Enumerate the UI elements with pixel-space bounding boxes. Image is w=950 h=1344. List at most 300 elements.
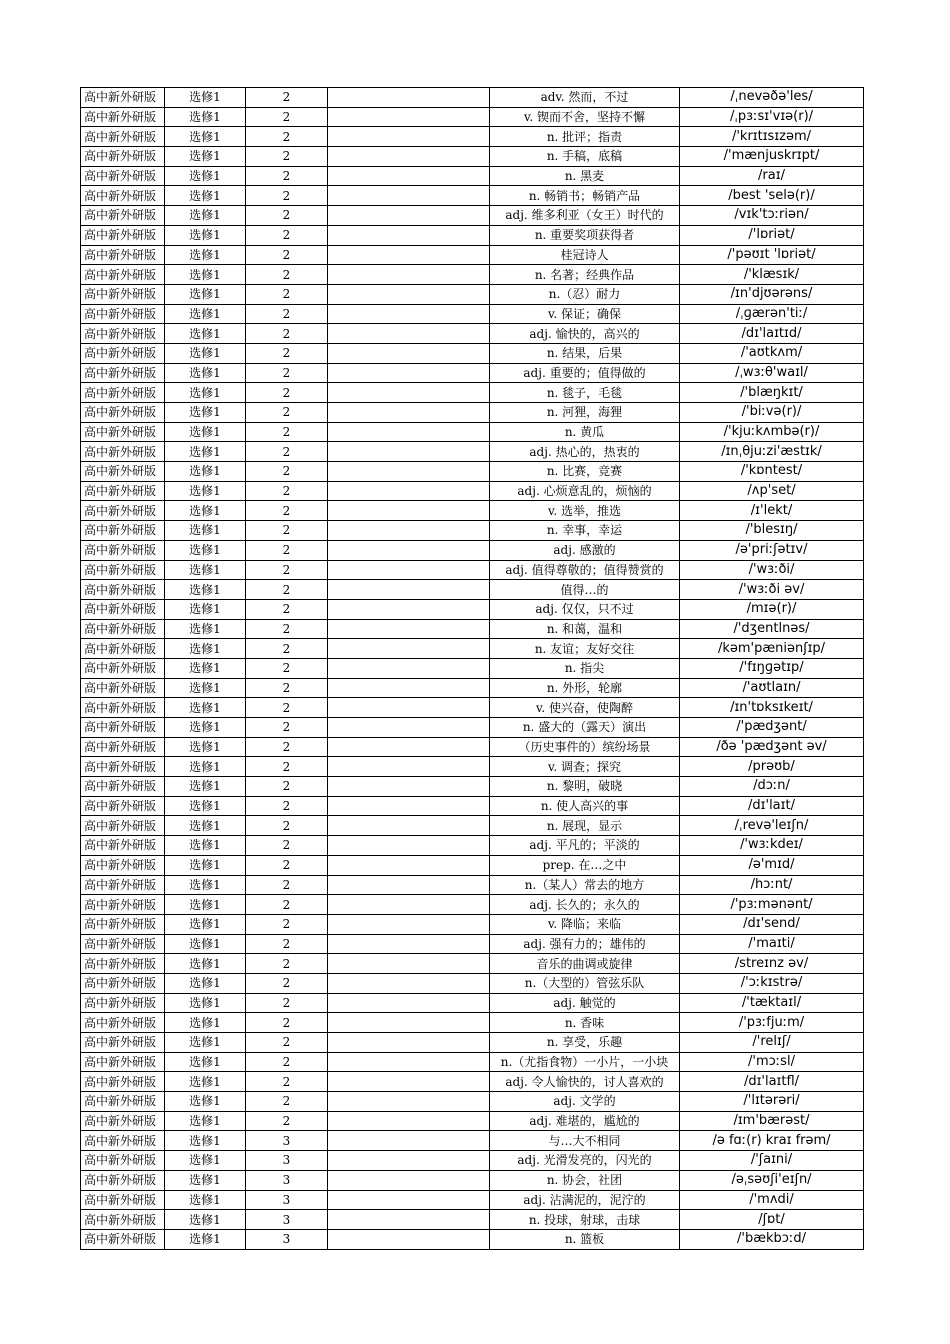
unit-cell[interactable]: 2 (246, 836, 328, 856)
phonetic-cell[interactable]: /ə fɑː(r) kraɪ frəm/ (680, 1131, 864, 1151)
phonetic-cell[interactable]: /vɪk'tɔːriən/ (680, 206, 864, 226)
word-cell[interactable] (328, 147, 490, 167)
unit-cell[interactable]: 2 (246, 619, 328, 639)
volume-cell[interactable]: 选修1 (165, 462, 246, 482)
word-cell[interactable] (328, 580, 490, 600)
word-cell[interactable] (328, 658, 490, 678)
unit-cell[interactable]: 2 (246, 403, 328, 423)
volume-cell[interactable]: 选修1 (165, 206, 246, 226)
phonetic-cell[interactable]: /'relɪʃ/ (680, 1033, 864, 1053)
word-cell[interactable] (328, 560, 490, 580)
textbook-cell[interactable]: 高中新外研版 (81, 1190, 165, 1210)
volume-cell[interactable]: 选修1 (165, 1151, 246, 1171)
phonetic-cell[interactable]: /hɔːnt/ (680, 875, 864, 895)
word-cell[interactable] (328, 619, 490, 639)
textbook-cell[interactable]: 高中新外研版 (81, 639, 165, 659)
meaning-cell[interactable]: adj. 难堪的，尴尬的 (490, 1111, 680, 1131)
word-cell[interactable] (328, 422, 490, 442)
phonetic-cell[interactable]: /'tæktaɪl/ (680, 993, 864, 1013)
meaning-cell[interactable]: n.（大型的）管弦乐队 (490, 973, 680, 993)
volume-cell[interactable]: 选修1 (165, 816, 246, 836)
textbook-cell[interactable]: 高中新外研版 (81, 658, 165, 678)
textbook-cell[interactable]: 高中新外研版 (81, 1229, 165, 1249)
meaning-cell[interactable]: n. 黑麦 (490, 166, 680, 186)
unit-cell[interactable]: 2 (246, 599, 328, 619)
volume-cell[interactable]: 选修1 (165, 757, 246, 777)
word-cell[interactable] (328, 166, 490, 186)
meaning-cell[interactable]: adj. 长久的；永久的 (490, 895, 680, 915)
volume-cell[interactable]: 选修1 (165, 678, 246, 698)
meaning-cell[interactable]: v. 使兴奋，使陶醉 (490, 698, 680, 718)
unit-cell[interactable]: 2 (246, 265, 328, 285)
volume-cell[interactable]: 选修1 (165, 1072, 246, 1092)
phonetic-cell[interactable]: /'ɔːkɪstrə/ (680, 973, 864, 993)
volume-cell[interactable]: 选修1 (165, 383, 246, 403)
volume-cell[interactable]: 选修1 (165, 1052, 246, 1072)
unit-cell[interactable]: 2 (246, 481, 328, 501)
word-cell[interactable] (328, 973, 490, 993)
phonetic-cell[interactable]: /'mænjuskrɪpt/ (680, 147, 864, 167)
textbook-cell[interactable]: 高中新外研版 (81, 737, 165, 757)
textbook-cell[interactable]: 高中新外研版 (81, 914, 165, 934)
phonetic-cell[interactable]: /ˌɡærən'tiː/ (680, 304, 864, 324)
unit-cell[interactable]: 2 (246, 934, 328, 954)
word-cell[interactable] (328, 284, 490, 304)
textbook-cell[interactable]: 高中新外研版 (81, 1072, 165, 1092)
phonetic-cell[interactable]: /'blæŋkɪt/ (680, 383, 864, 403)
meaning-cell[interactable]: 桂冠诗人 (490, 245, 680, 265)
word-cell[interactable] (328, 304, 490, 324)
word-cell[interactable] (328, 442, 490, 462)
textbook-cell[interactable]: 高中新外研版 (81, 954, 165, 974)
unit-cell[interactable]: 2 (246, 1072, 328, 1092)
volume-cell[interactable]: 选修1 (165, 501, 246, 521)
unit-cell[interactable]: 2 (246, 993, 328, 1013)
volume-cell[interactable]: 选修1 (165, 284, 246, 304)
textbook-cell[interactable]: 高中新外研版 (81, 777, 165, 797)
phonetic-cell[interactable]: /streɪnz əv/ (680, 954, 864, 974)
phonetic-cell[interactable]: /dɔːn/ (680, 777, 864, 797)
textbook-cell[interactable]: 高中新外研版 (81, 619, 165, 639)
volume-cell[interactable]: 选修1 (165, 619, 246, 639)
unit-cell[interactable]: 3 (246, 1229, 328, 1249)
meaning-cell[interactable]: n. 使人高兴的事 (490, 796, 680, 816)
unit-cell[interactable]: 3 (246, 1190, 328, 1210)
word-cell[interactable] (328, 993, 490, 1013)
word-cell[interactable] (328, 737, 490, 757)
word-cell[interactable] (328, 816, 490, 836)
volume-cell[interactable]: 选修1 (165, 796, 246, 816)
unit-cell[interactable]: 2 (246, 580, 328, 600)
phonetic-cell[interactable]: /kəm'pæniənʃɪp/ (680, 639, 864, 659)
volume-cell[interactable]: 选修1 (165, 481, 246, 501)
unit-cell[interactable]: 2 (246, 757, 328, 777)
meaning-cell[interactable]: adj. 令人愉快的，讨人喜欢的 (490, 1072, 680, 1092)
phonetic-cell[interactable]: /dɪ'laɪt/ (680, 796, 864, 816)
phonetic-cell[interactable]: /ˌnevəðə'les/ (680, 88, 864, 108)
volume-cell[interactable]: 选修1 (165, 186, 246, 206)
volume-cell[interactable]: 选修1 (165, 1170, 246, 1190)
textbook-cell[interactable]: 高中新外研版 (81, 1210, 165, 1230)
unit-cell[interactable]: 3 (246, 1151, 328, 1171)
unit-cell[interactable]: 2 (246, 343, 328, 363)
meaning-cell[interactable]: adj. 感激的 (490, 540, 680, 560)
volume-cell[interactable]: 选修1 (165, 540, 246, 560)
volume-cell[interactable]: 选修1 (165, 993, 246, 1013)
word-cell[interactable] (328, 855, 490, 875)
unit-cell[interactable]: 2 (246, 914, 328, 934)
textbook-cell[interactable]: 高中新外研版 (81, 1092, 165, 1112)
phonetic-cell[interactable]: /ʌp'set/ (680, 481, 864, 501)
textbook-cell[interactable]: 高中新外研版 (81, 560, 165, 580)
meaning-cell[interactable]: n. 结果，后果 (490, 343, 680, 363)
volume-cell[interactable]: 选修1 (165, 973, 246, 993)
textbook-cell[interactable]: 高中新外研版 (81, 245, 165, 265)
textbook-cell[interactable]: 高中新外研版 (81, 678, 165, 698)
word-cell[interactable] (328, 540, 490, 560)
unit-cell[interactable]: 2 (246, 107, 328, 127)
phonetic-cell[interactable]: /'lɪtərəri/ (680, 1092, 864, 1112)
word-cell[interactable] (328, 678, 490, 698)
textbook-cell[interactable]: 高中新外研版 (81, 1151, 165, 1171)
meaning-cell[interactable]: adj. 仅仅，只不过 (490, 599, 680, 619)
meaning-cell[interactable]: 值得…的 (490, 580, 680, 600)
meaning-cell[interactable]: n. 重要奖项获得者 (490, 225, 680, 245)
textbook-cell[interactable]: 高中新外研版 (81, 442, 165, 462)
textbook-cell[interactable]: 高中新外研版 (81, 1052, 165, 1072)
unit-cell[interactable]: 2 (246, 796, 328, 816)
meaning-cell[interactable]: n.（某人）常去的地方 (490, 875, 680, 895)
volume-cell[interactable]: 选修1 (165, 954, 246, 974)
word-cell[interactable] (328, 895, 490, 915)
word-cell[interactable] (328, 1131, 490, 1151)
meaning-cell[interactable]: v. 选举，推选 (490, 501, 680, 521)
textbook-cell[interactable]: 高中新外研版 (81, 1131, 165, 1151)
word-cell[interactable] (328, 796, 490, 816)
phonetic-cell[interactable]: /ˌpɜːsɪ'vɪə(r)/ (680, 107, 864, 127)
volume-cell[interactable]: 选修1 (165, 245, 246, 265)
textbook-cell[interactable]: 高中新外研版 (81, 895, 165, 915)
phonetic-cell[interactable]: /prəʊb/ (680, 757, 864, 777)
textbook-cell[interactable]: 高中新外研版 (81, 718, 165, 738)
volume-cell[interactable]: 选修1 (165, 1033, 246, 1053)
unit-cell[interactable]: 2 (246, 875, 328, 895)
textbook-cell[interactable]: 高中新外研版 (81, 501, 165, 521)
textbook-cell[interactable]: 高中新外研版 (81, 265, 165, 285)
volume-cell[interactable]: 选修1 (165, 836, 246, 856)
meaning-cell[interactable]: n. 投球，射球，击球 (490, 1210, 680, 1230)
unit-cell[interactable]: 2 (246, 1033, 328, 1053)
volume-cell[interactable]: 选修1 (165, 127, 246, 147)
unit-cell[interactable]: 2 (246, 206, 328, 226)
word-cell[interactable] (328, 1052, 490, 1072)
word-cell[interactable] (328, 127, 490, 147)
meaning-cell[interactable]: n. 和蔼，温和 (490, 619, 680, 639)
textbook-cell[interactable]: 高中新外研版 (81, 88, 165, 108)
unit-cell[interactable]: 2 (246, 186, 328, 206)
word-cell[interactable] (328, 639, 490, 659)
phonetic-cell[interactable]: /ðə 'pædʒənt əv/ (680, 737, 864, 757)
word-cell[interactable] (328, 1072, 490, 1092)
word-cell[interactable] (328, 718, 490, 738)
word-cell[interactable] (328, 1170, 490, 1190)
unit-cell[interactable]: 2 (246, 422, 328, 442)
textbook-cell[interactable]: 高中新外研版 (81, 127, 165, 147)
meaning-cell[interactable]: （历史事件的）缤纷场景 (490, 737, 680, 757)
phonetic-cell[interactable]: /'mʌdi/ (680, 1190, 864, 1210)
meaning-cell[interactable]: n. 指尖 (490, 658, 680, 678)
volume-cell[interactable]: 选修1 (165, 324, 246, 344)
word-cell[interactable] (328, 914, 490, 934)
meaning-cell[interactable]: n. 篮板 (490, 1229, 680, 1249)
textbook-cell[interactable]: 高中新外研版 (81, 599, 165, 619)
phonetic-cell[interactable]: /ɪnˌθjuːzi'æstɪk/ (680, 442, 864, 462)
meaning-cell[interactable]: v. 保证；确保 (490, 304, 680, 324)
volume-cell[interactable]: 选修1 (165, 855, 246, 875)
phonetic-cell[interactable]: /'wɜːkdeɪ/ (680, 836, 864, 856)
word-cell[interactable] (328, 107, 490, 127)
textbook-cell[interactable]: 高中新外研版 (81, 107, 165, 127)
volume-cell[interactable]: 选修1 (165, 580, 246, 600)
phonetic-cell[interactable]: /'wɜːði/ (680, 560, 864, 580)
phonetic-cell[interactable]: /'mɔːsl/ (680, 1052, 864, 1072)
meaning-cell[interactable]: prep. 在…之中 (490, 855, 680, 875)
phonetic-cell[interactable]: /ˌrevə'leɪʃn/ (680, 816, 864, 836)
phonetic-cell[interactable]: /ˌwɜːθ'waɪl/ (680, 363, 864, 383)
unit-cell[interactable]: 2 (246, 462, 328, 482)
volume-cell[interactable]: 选修1 (165, 914, 246, 934)
unit-cell[interactable]: 2 (246, 639, 328, 659)
textbook-cell[interactable]: 高中新外研版 (81, 973, 165, 993)
textbook-cell[interactable]: 高中新外研版 (81, 757, 165, 777)
unit-cell[interactable]: 2 (246, 658, 328, 678)
phonetic-cell[interactable]: /ɪm'bærəst/ (680, 1111, 864, 1131)
unit-cell[interactable]: 2 (246, 816, 328, 836)
word-cell[interactable] (328, 1092, 490, 1112)
meaning-cell[interactable]: n. 名著；经典作品 (490, 265, 680, 285)
volume-cell[interactable]: 选修1 (165, 1131, 246, 1151)
unit-cell[interactable]: 2 (246, 1052, 328, 1072)
phonetic-cell[interactable]: /ɪ'lekt/ (680, 501, 864, 521)
volume-cell[interactable]: 选修1 (165, 658, 246, 678)
word-cell[interactable] (328, 954, 490, 974)
word-cell[interactable] (328, 1013, 490, 1033)
volume-cell[interactable]: 选修1 (165, 1111, 246, 1131)
phonetic-cell[interactable]: /'bækbɔːd/ (680, 1229, 864, 1249)
word-cell[interactable] (328, 88, 490, 108)
phonetic-cell[interactable]: /'maɪti/ (680, 934, 864, 954)
word-cell[interactable] (328, 777, 490, 797)
volume-cell[interactable]: 选修1 (165, 88, 246, 108)
word-cell[interactable] (328, 521, 490, 541)
phonetic-cell[interactable]: /'dʒentlnəs/ (680, 619, 864, 639)
word-cell[interactable] (328, 383, 490, 403)
meaning-cell[interactable]: v. 调查；探究 (490, 757, 680, 777)
textbook-cell[interactable]: 高中新外研版 (81, 698, 165, 718)
textbook-cell[interactable]: 高中新外研版 (81, 1170, 165, 1190)
meaning-cell[interactable]: n. 黄瓜 (490, 422, 680, 442)
meaning-cell[interactable]: adj. 沾满泥的，泥泞的 (490, 1190, 680, 1210)
meaning-cell[interactable]: adj. 触觉的 (490, 993, 680, 1013)
textbook-cell[interactable]: 高中新外研版 (81, 225, 165, 245)
volume-cell[interactable]: 选修1 (165, 166, 246, 186)
phonetic-cell[interactable]: /raɪ/ (680, 166, 864, 186)
word-cell[interactable] (328, 1229, 490, 1249)
textbook-cell[interactable]: 高中新外研版 (81, 521, 165, 541)
phonetic-cell[interactable]: /mɪə(r)/ (680, 599, 864, 619)
textbook-cell[interactable]: 高中新外研版 (81, 304, 165, 324)
textbook-cell[interactable]: 高中新外研版 (81, 462, 165, 482)
unit-cell[interactable]: 2 (246, 521, 328, 541)
textbook-cell[interactable]: 高中新外研版 (81, 836, 165, 856)
meaning-cell[interactable]: adj. 平凡的；平淡的 (490, 836, 680, 856)
meaning-cell[interactable]: adj. 维多利亚（女王）时代的 (490, 206, 680, 226)
textbook-cell[interactable]: 高中新外研版 (81, 343, 165, 363)
volume-cell[interactable]: 选修1 (165, 225, 246, 245)
phonetic-cell[interactable]: /'pɜːmənənt/ (680, 895, 864, 915)
phonetic-cell[interactable]: /dɪ'laɪtfl/ (680, 1072, 864, 1092)
word-cell[interactable] (328, 1111, 490, 1131)
meaning-cell[interactable]: adj. 愉快的，高兴的 (490, 324, 680, 344)
word-cell[interactable] (328, 757, 490, 777)
meaning-cell[interactable]: 音乐的曲调或旋律 (490, 954, 680, 974)
phonetic-cell[interactable]: /dɪ'laɪtɪd/ (680, 324, 864, 344)
textbook-cell[interactable]: 高中新外研版 (81, 796, 165, 816)
textbook-cell[interactable]: 高中新外研版 (81, 186, 165, 206)
meaning-cell[interactable]: n. 毯子，毛毯 (490, 383, 680, 403)
meaning-cell[interactable]: n. 河狸，海狸 (490, 403, 680, 423)
textbook-cell[interactable]: 高中新外研版 (81, 1033, 165, 1053)
phonetic-cell[interactable]: /'pəʊɪt 'lɒriət/ (680, 245, 864, 265)
unit-cell[interactable]: 2 (246, 973, 328, 993)
textbook-cell[interactable]: 高中新外研版 (81, 284, 165, 304)
textbook-cell[interactable]: 高中新外研版 (81, 166, 165, 186)
textbook-cell[interactable]: 高中新外研版 (81, 206, 165, 226)
unit-cell[interactable]: 2 (246, 1092, 328, 1112)
textbook-cell[interactable]: 高中新外研版 (81, 934, 165, 954)
unit-cell[interactable]: 3 (246, 1131, 328, 1151)
volume-cell[interactable]: 选修1 (165, 422, 246, 442)
volume-cell[interactable]: 选修1 (165, 895, 246, 915)
textbook-cell[interactable]: 高中新外研版 (81, 993, 165, 1013)
meaning-cell[interactable]: n. 享受，乐趣 (490, 1033, 680, 1053)
word-cell[interactable] (328, 1151, 490, 1171)
word-cell[interactable] (328, 1033, 490, 1053)
textbook-cell[interactable]: 高中新外研版 (81, 422, 165, 442)
phonetic-cell[interactable]: /'biːvə(r)/ (680, 403, 864, 423)
textbook-cell[interactable]: 高中新外研版 (81, 383, 165, 403)
unit-cell[interactable]: 2 (246, 284, 328, 304)
unit-cell[interactable]: 3 (246, 1210, 328, 1230)
volume-cell[interactable]: 选修1 (165, 560, 246, 580)
word-cell[interactable] (328, 206, 490, 226)
textbook-cell[interactable]: 高中新外研版 (81, 324, 165, 344)
phonetic-cell[interactable]: /best 'selə(r)/ (680, 186, 864, 206)
word-cell[interactable] (328, 343, 490, 363)
word-cell[interactable] (328, 501, 490, 521)
unit-cell[interactable]: 2 (246, 225, 328, 245)
textbook-cell[interactable]: 高中新外研版 (81, 403, 165, 423)
phonetic-cell[interactable]: /əˌsəʊʃi'eɪʃn/ (680, 1170, 864, 1190)
unit-cell[interactable]: 2 (246, 304, 328, 324)
volume-cell[interactable]: 选修1 (165, 442, 246, 462)
textbook-cell[interactable]: 高中新外研版 (81, 540, 165, 560)
textbook-cell[interactable]: 高中新外研版 (81, 855, 165, 875)
meaning-cell[interactable]: n. 黎明，破晓 (490, 777, 680, 797)
phonetic-cell[interactable]: /'ʃaɪni/ (680, 1151, 864, 1171)
unit-cell[interactable]: 2 (246, 737, 328, 757)
phonetic-cell[interactable]: /'aʊtkʌm/ (680, 343, 864, 363)
phonetic-cell[interactable]: /'wɜːði əv/ (680, 580, 864, 600)
meaning-cell[interactable]: adj. 文学的 (490, 1092, 680, 1112)
textbook-cell[interactable]: 高中新外研版 (81, 481, 165, 501)
meaning-cell[interactable]: n.（尤指食物）一小片，一小块 (490, 1052, 680, 1072)
word-cell[interactable] (328, 698, 490, 718)
unit-cell[interactable]: 2 (246, 1013, 328, 1033)
word-cell[interactable] (328, 934, 490, 954)
unit-cell[interactable]: 2 (246, 895, 328, 915)
meaning-cell[interactable]: adj. 强有力的；雄伟的 (490, 934, 680, 954)
volume-cell[interactable]: 选修1 (165, 599, 246, 619)
meaning-cell[interactable]: n.（忍）耐力 (490, 284, 680, 304)
meaning-cell[interactable]: n. 盛大的（露天）演出 (490, 718, 680, 738)
unit-cell[interactable]: 2 (246, 777, 328, 797)
phonetic-cell[interactable]: /'pɜːfjuːm/ (680, 1013, 864, 1033)
volume-cell[interactable]: 选修1 (165, 1210, 246, 1230)
unit-cell[interactable]: 2 (246, 324, 328, 344)
word-cell[interactable] (328, 1190, 490, 1210)
word-cell[interactable] (328, 481, 490, 501)
phonetic-cell[interactable]: /'pædʒənt/ (680, 718, 864, 738)
meaning-cell[interactable]: n. 香味 (490, 1013, 680, 1033)
volume-cell[interactable]: 选修1 (165, 1229, 246, 1249)
volume-cell[interactable]: 选修1 (165, 147, 246, 167)
phonetic-cell[interactable]: /ə'mɪd/ (680, 855, 864, 875)
word-cell[interactable] (328, 225, 490, 245)
word-cell[interactable] (328, 875, 490, 895)
volume-cell[interactable]: 选修1 (165, 934, 246, 954)
meaning-cell[interactable]: adv. 然而，不过 (490, 88, 680, 108)
phonetic-cell[interactable]: /'aʊtlaɪn/ (680, 678, 864, 698)
volume-cell[interactable]: 选修1 (165, 1190, 246, 1210)
word-cell[interactable] (328, 599, 490, 619)
word-cell[interactable] (328, 403, 490, 423)
meaning-cell[interactable]: n. 畅销书；畅销产品 (490, 186, 680, 206)
phonetic-cell[interactable]: /'kjuːkʌmbə(r)/ (680, 422, 864, 442)
volume-cell[interactable]: 选修1 (165, 343, 246, 363)
unit-cell[interactable]: 2 (246, 855, 328, 875)
unit-cell[interactable]: 2 (246, 147, 328, 167)
meaning-cell[interactable]: n. 外形，轮廓 (490, 678, 680, 698)
unit-cell[interactable]: 2 (246, 245, 328, 265)
volume-cell[interactable]: 选修1 (165, 875, 246, 895)
meaning-cell[interactable]: n. 展现，显示 (490, 816, 680, 836)
word-cell[interactable] (328, 836, 490, 856)
phonetic-cell[interactable]: /ʃɒt/ (680, 1210, 864, 1230)
volume-cell[interactable]: 选修1 (165, 107, 246, 127)
unit-cell[interactable]: 2 (246, 363, 328, 383)
volume-cell[interactable]: 选修1 (165, 737, 246, 757)
textbook-cell[interactable]: 高中新外研版 (81, 363, 165, 383)
volume-cell[interactable]: 选修1 (165, 265, 246, 285)
textbook-cell[interactable]: 高中新外研版 (81, 147, 165, 167)
word-cell[interactable] (328, 265, 490, 285)
volume-cell[interactable]: 选修1 (165, 363, 246, 383)
volume-cell[interactable]: 选修1 (165, 403, 246, 423)
phonetic-cell[interactable]: /'blesɪŋ/ (680, 521, 864, 541)
textbook-cell[interactable]: 高中新外研版 (81, 1111, 165, 1131)
meaning-cell[interactable]: 与…大不相同 (490, 1131, 680, 1151)
